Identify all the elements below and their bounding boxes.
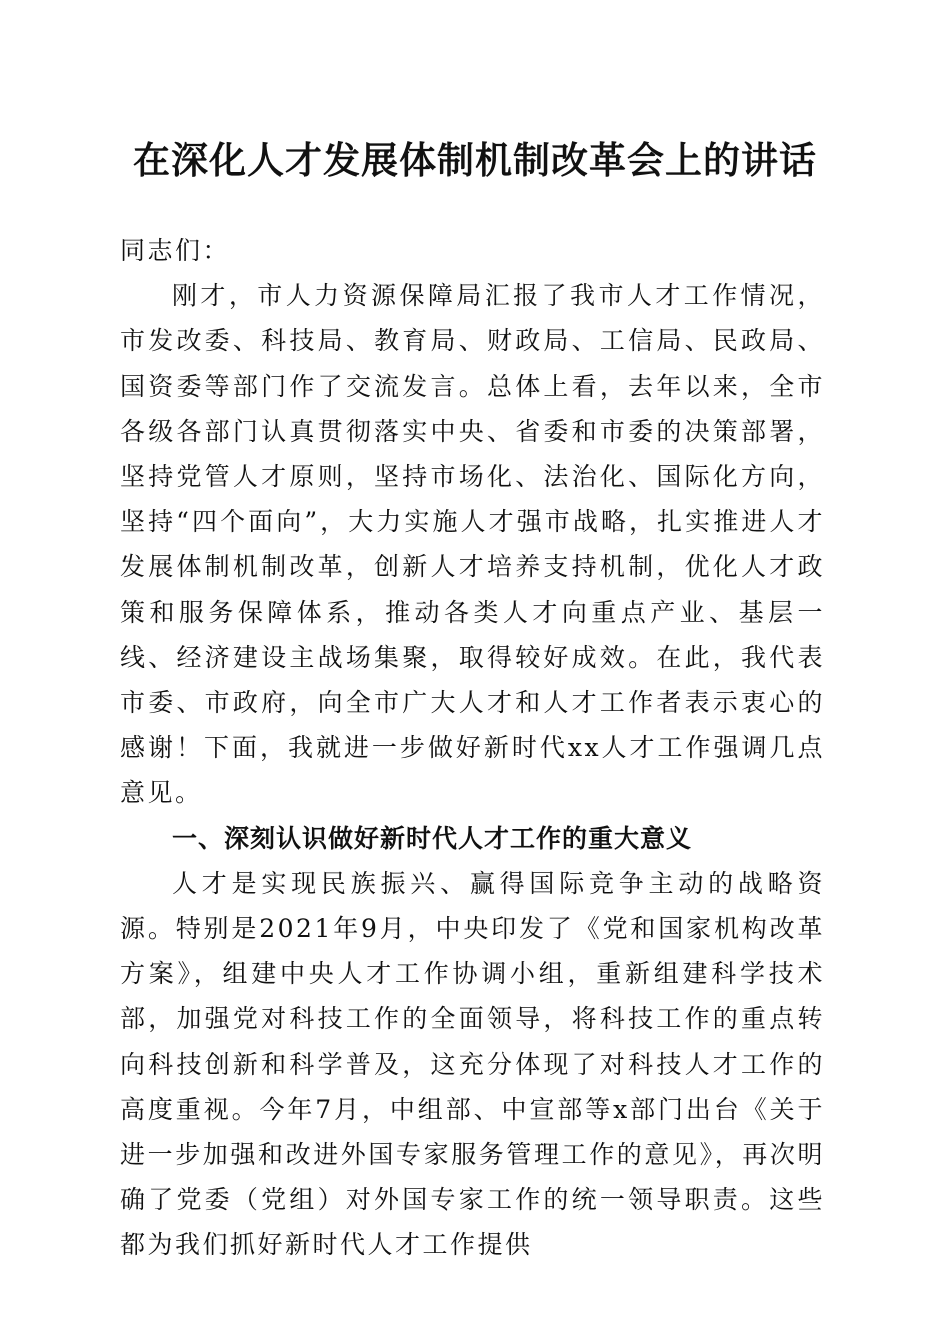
document-title: 在深化人才发展体制机制改革会上的讲话 <box>133 138 817 182</box>
document-body <box>120 228 825 1268</box>
salutation: 同志们： <box>120 236 231 265</box>
paragraph-opening: 刚才，市人力资源保障局汇报了我市人才工作情况，市发改委、科技局、教育局、财政局、工信局、民政局、国资委等部门作了交流发言。总体上看，去年以来，全市各级各部门认真贯彻落实中央、省委和市委的决策部署，坚持党管人才原则，坚持市场化、法治化、国际化方向，坚持“四个面向”，大力实施人才强市战略，扎实推进人才发展体制机制改革，创新人才培养支持机制，优化人才政策和服务保障体系，推动各类人才向重点产业、基层一线、经济建设主战场集聚，取得较好成效。在此，我代表市委、市政府，向全市广大人才和人才工作者表示衷心的感谢！下面，我就进一步做好新时代xx人才工作强调几点意见。 <box>120 281 825 808</box>
section-heading-1: 一、深刻认识做好新时代人才工作的重大意义 <box>172 823 693 853</box>
paragraph-section-1: 人才是实现民族振兴、赢得国际竞争主动的战略资源。特别是2021年9月，中央印发了《党和国家机构改革方案》，组建中央人才工作协调小组，重新组建科学技术部，加强党对科技工作的全面领导，将科技工作的重点转向科技创新和科学普及，这充分体现了对科技人才工作的高度重视。今年7月，中组部、中宣部等x部门出台《关于进一步加强和改进外国专家服务管理工作的意见》，再次明确了党委（党组）对外国专家工作的统一领导职责。这些都为我们抓好新时代人才工作提供 <box>120 868 825 1260</box>
